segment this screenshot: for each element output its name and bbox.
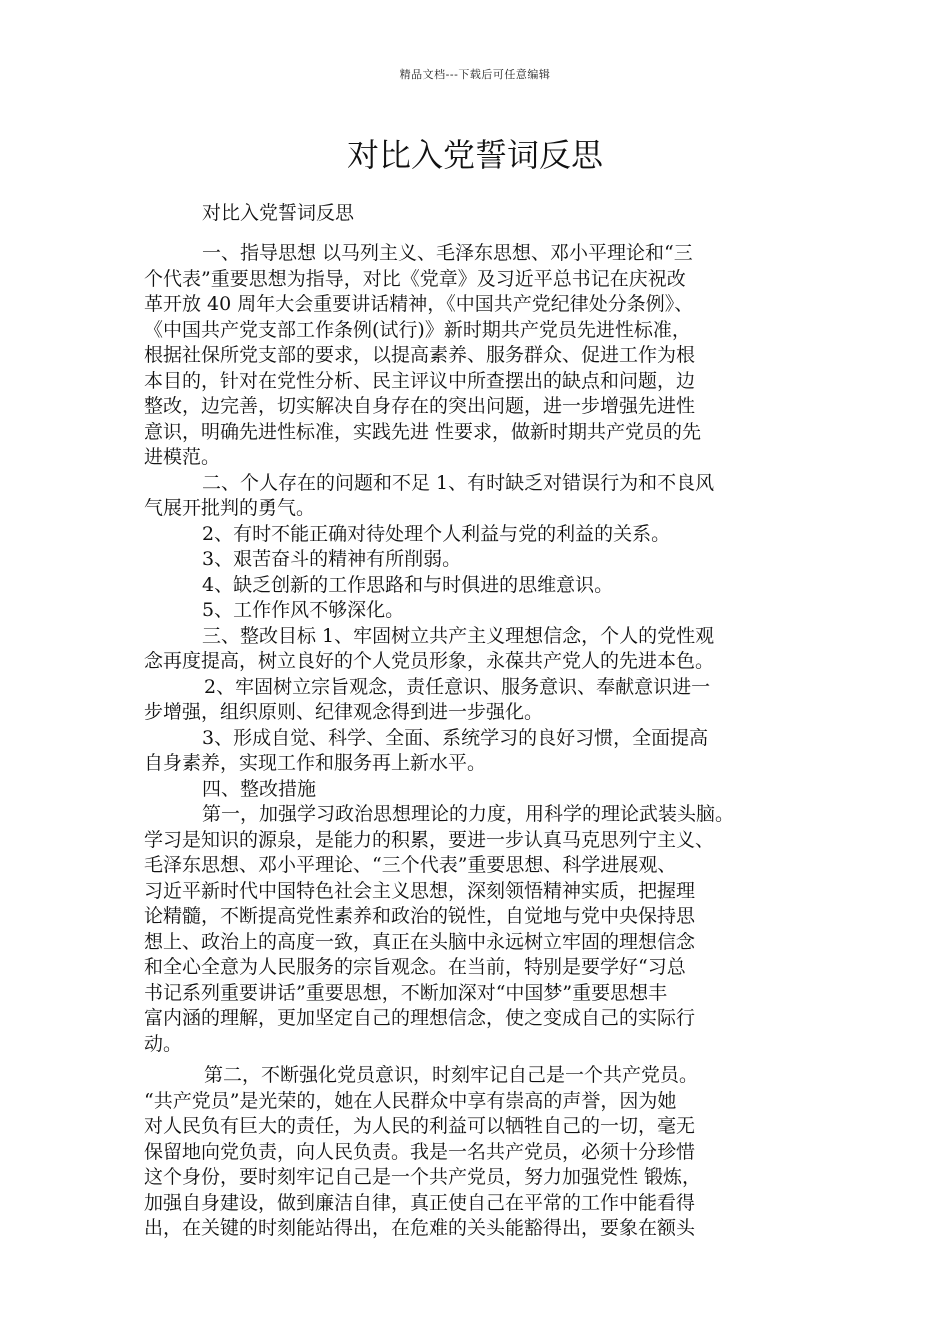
text-line: 本目的，针对在党性分析、民主评议中所查摆出的缺点和问题，边: [144, 369, 696, 392]
text-line: 动。: [144, 1032, 183, 1055]
text-line: 学习是知识的源泉，是能力的积累，要进一步认真马克思列宁主义、: [144, 828, 715, 851]
text-line: 论精髓，不断提高党性素养和政治的锐性，自觉地与党中央保持思: [144, 905, 696, 927]
text-line: 意识，明确先进性标准，实践先进 性要求，做新时期共产党员的先: [144, 420, 702, 443]
text-line: 气展开批判的勇气。: [144, 497, 316, 519]
text-line: 想上、政治上的高度一致，真正在头脑中永远树立牢固的理想信念: [144, 930, 696, 953]
text-line: 步增强，组织原则、纪律观念得到进一步强化。: [144, 701, 544, 723]
text-line: 书记系列重要讲话”重要思想，不断加深对“中国梦”重要思想丰: [144, 981, 668, 1004]
text-line: 3、形成自觉、科学、全面、系统学习的良好习惯，全面提高: [202, 726, 709, 749]
text-line: 这个身份，要时刻牢记自己是一个共产党员，努力加强党性 锻炼，: [144, 1166, 702, 1188]
text-line: 对人民负有巨大的责任，为人民的利益可以牺牲自己的一切，毫无: [144, 1115, 696, 1137]
text-line: “共产党员”是光荣的，她在人民群众中享有崇高的声誉，因为她: [144, 1089, 677, 1112]
document-subtitle: 对比入党誓词反思: [202, 202, 355, 224]
text-line: 加强自身建设，做到廉洁自律，真正使自己在平常的工作中能看得: [144, 1191, 696, 1214]
text-line: 整改，边完善，切实解决自身存在的突出问题，进一步增强先进性: [144, 395, 696, 417]
text-line: 念再度提高，树立良好的个人党员形象，永葆共产党人的先进本色。: [144, 650, 715, 672]
text-line: 2、牢固树立宗旨观念，责任意识、服务意识、奉献意识进一: [204, 675, 711, 698]
text-line: 《中国共产党支部工作条例(试行)》新时期共产党员先进性标准，: [144, 318, 691, 341]
document-body: [144, 241, 820, 1242]
text-line: 四、整改措施: [202, 777, 317, 800]
text-line: 2、有时不能正确对待处理个人利益与党的利益的关系。: [202, 522, 671, 545]
document-title: 对比入党誓词反思: [346, 136, 603, 174]
text-line: 富内涵的理解，更加坚定自己的理想信念，使之变成自己的实际行: [144, 1007, 696, 1029]
text-line: 5、工作作风不够深化。: [202, 599, 405, 621]
text-line: 进模范。: [144, 446, 221, 468]
text-line: 习近平新时代中国特色社会主义思想，深刻领悟精神实质，把握理: [144, 879, 696, 902]
text-line: 第二，不断强化党员意识，时刻牢记自己是一个共产党员。: [204, 1064, 699, 1086]
text-line: 保留地向党负责，向人民负责。我是一名共产党员，必须十分珍惜: [144, 1140, 696, 1163]
text-line: 一、指导思想 以马列主义、毛泽东思想、邓小平理论和“三: [202, 242, 693, 264]
text-line: 出，在关键的时刻能站得出，在危难的关头能豁得出，要象在额头: [144, 1217, 696, 1239]
text-line: 自身素养，实现工作和服务再上新水平。: [144, 752, 487, 774]
text-line: 三、整改目标 1、牢固树立共产主义理想信念，个人的党性观: [202, 624, 715, 647]
text-line: 4、缺乏创新的工作思路和与时俱进的思维意识。: [202, 573, 614, 596]
page-header: 精品文档---下载后可任意编辑: [399, 68, 551, 81]
text-line: 二、个人存在的问题和不足 1、有时缺乏对错误行为和不良风: [202, 471, 715, 494]
text-line: 和全心全意为人民服务的宗旨观念。在当前，特别是要学好“习总: [144, 956, 686, 978]
text-line: 第一，加强学习政治思想理论的力度，用科学的理论武装头脑。: [202, 803, 735, 825]
text-line: 毛泽东思想、邓小平理论、“三个代表”重要思想、科学进展观、: [144, 854, 677, 876]
text-line: 3、艰苦奋斗的精神有所削弱。: [202, 548, 462, 570]
text-line: 革开放 40 周年大会重要讲话精神，《中国共产党纪律处分条例》、: [144, 293, 694, 315]
text-line: 根据社保所党支部的要求，以提高素养、服务群众、促进工作为根: [144, 344, 696, 366]
text-line: 个代表”重要思想为指导，对比《党章》及习近平总书记在庆祝改: [144, 267, 686, 290]
